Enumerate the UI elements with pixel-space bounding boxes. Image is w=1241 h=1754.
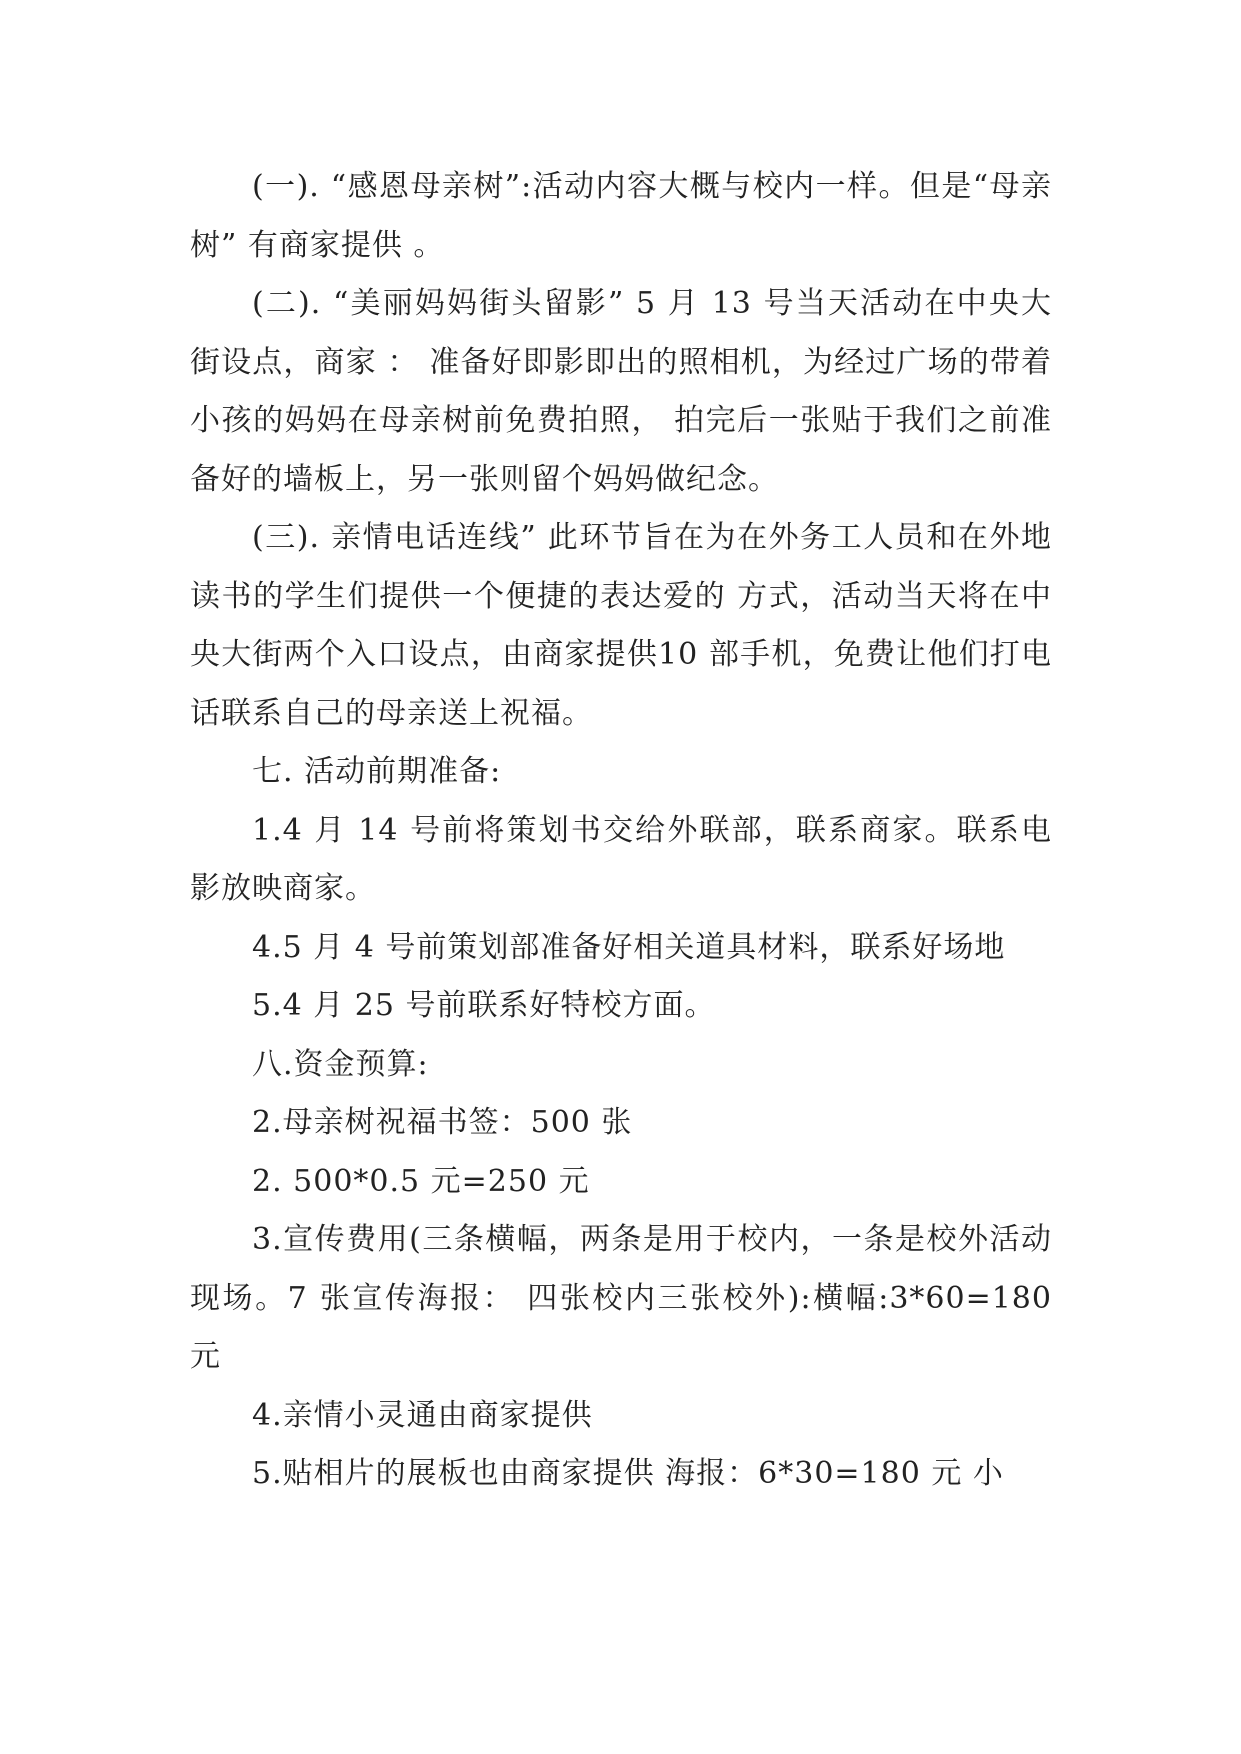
list-item-budget-display-board: 5.贴相片的展板也由商家提供 海报：6*30=180 元 小 [252,1456,1004,1491]
document-body [190,158,1052,1504]
list-item-budget-bookmarks: 2.母亲树祝福书签：500 张 [252,1105,633,1140]
section-heading-budget: 八.资金预算: [252,1046,429,1082]
list-item-budget-bookmark-cost: 2. 500*0.5 元=250 元 [252,1163,590,1199]
paragraph-activity-mother-tree: (一). “感恩母亲树”:活动内容大概与校内一样。但是“母亲树” 有商家提供 。 [190,169,1052,263]
paragraph-activity-street-photo: (二). “美丽妈妈街头留影” 5 月 13 号当天活动在中央大街设点，商家 ： 准备好即影即出的照相机，为经过广场的带着小孩的妈妈在母亲树前免费拍照， 拍完后一张贴于我们之前准备好的墙板上，另一张则留个妈妈做纪念。 [190,286,1052,497]
section-heading-preparation: 七. 活动前期准备: [252,754,502,789]
list-item-prep-3: 5.4 月 25 号前联系好特校方面。 [252,988,716,1023]
list-item-prep-2: 4.5 月 4 号前策划部准备好相关道具材料，联系好场地 [252,929,1006,965]
list-item-budget-publicity: 3.宣传费用(三条横幅，两条是用于校内，一条是校外活动现场。7 张宣传海报： 四张校内三张校外):横幅:3*60=180 元 [190,1222,1052,1374]
list-item-prep-1: 1.4 月 14 号前将策划书交给外联部，联系商家。联系电影放映商家。 [190,812,1052,906]
list-item-budget-phones: 4.亲情小灵通由商家提供 [252,1397,593,1433]
paragraph-activity-phone-call: (三). 亲情电话连线” 此环节旨在为在外务工人员和在外地读书的学生们提供一个便捷的表达爱的 方式，活动当天将在中央大街两个入口设点，由商家提供10 部手机，免费让他们打电话联系自己的母亲送上祝福。 [190,520,1052,731]
